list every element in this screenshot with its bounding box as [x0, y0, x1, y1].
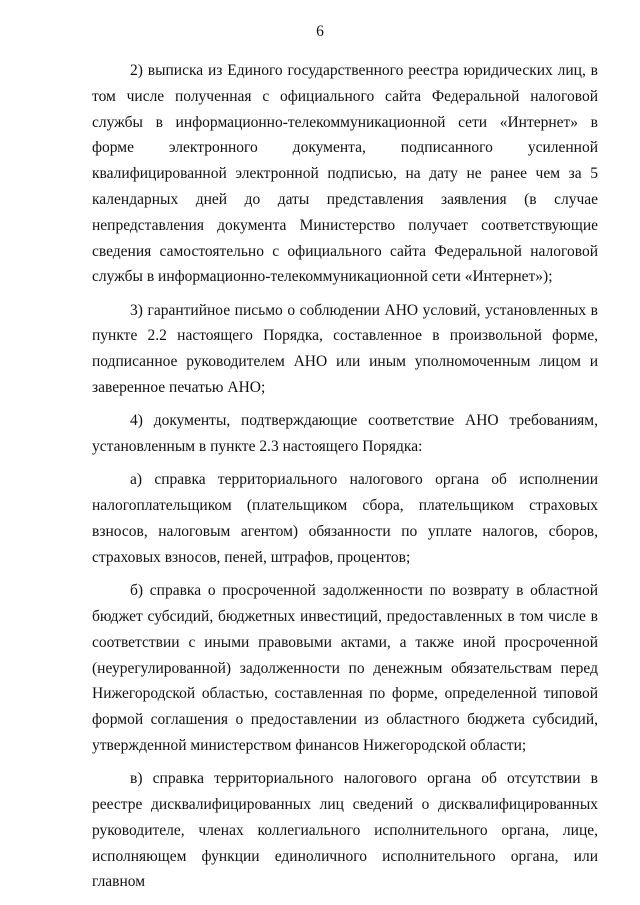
paragraph-item-2-egrul-extract: 2) выписка из Единого государственного реестра юридических лиц, в том числе полученная с официального сайта Федеральной налоговой службы в информационно-телекоммуникационной сети «Интернет» в форме электронного документа, подписанного усиленной квалифицированной электронной подписью, на дату не ранее чем за 5 календарных дней до даты представления заявления (в случае непредставления документа Министерство получает соответствующие сведения самостоятельно с официального сайта Федеральной налоговой службы в информационно-телекоммуникационной сети «Интернет»); [92, 62, 598, 286]
paragraph-item-3-guarantee-letter: 3) гарантийное письмо о соблюдении АНО условий, установленных в пункте 2.2 настоящего Порядка, составленное в произвольной форме, подписанное руководителем АНО или иным уполномоченным лицом и заверенное печатью АНО; [92, 301, 598, 397]
document-body [92, 58, 598, 895]
paragraph-item-a-tax-certificate: а) справка территориального налогового органа об исполнении налогоплательщиком (плательщиком сбора, плательщиком страховых взносов, налоговым агентом) обязанности по уплате налогов, сборов, страховых взносов, пеней, штрафов, процентов; [92, 471, 598, 566]
paragraph-item-4-compliance-documents: 4) документы, подтверждающие соответствие АНО требованиям, установленным в пункте 2.3 настоящего Порядка: [92, 412, 598, 456]
paragraph-item-b-debt-certificate: б) справка о просроченной задолженности по возврату в областной бюджет субсидий, бюджетных инвестиций, предоставленных в том числе в соответствии с иными правовыми актами, а также иной просроченной (неурегулированной) задолженности по денежным обязательствам перед Нижегородской областью, составленная по форме, определенной типовой формой соглашения о предоставлении из областного бюджета субсидий, утвержденной министерством финансов Нижегородской области; [92, 582, 598, 754]
page-number: 6 [316, 23, 324, 40]
paragraph-item-v-disqualification-certificate: в) справка территориального налогового органа об отсутствии в реестре дисквалифицированных лиц сведений о дисквалифицированных руководителе, членах коллегиального исполнительного органа, лице, исполняющем функции единоличного исполнительного органа, или главном [92, 770, 598, 891]
